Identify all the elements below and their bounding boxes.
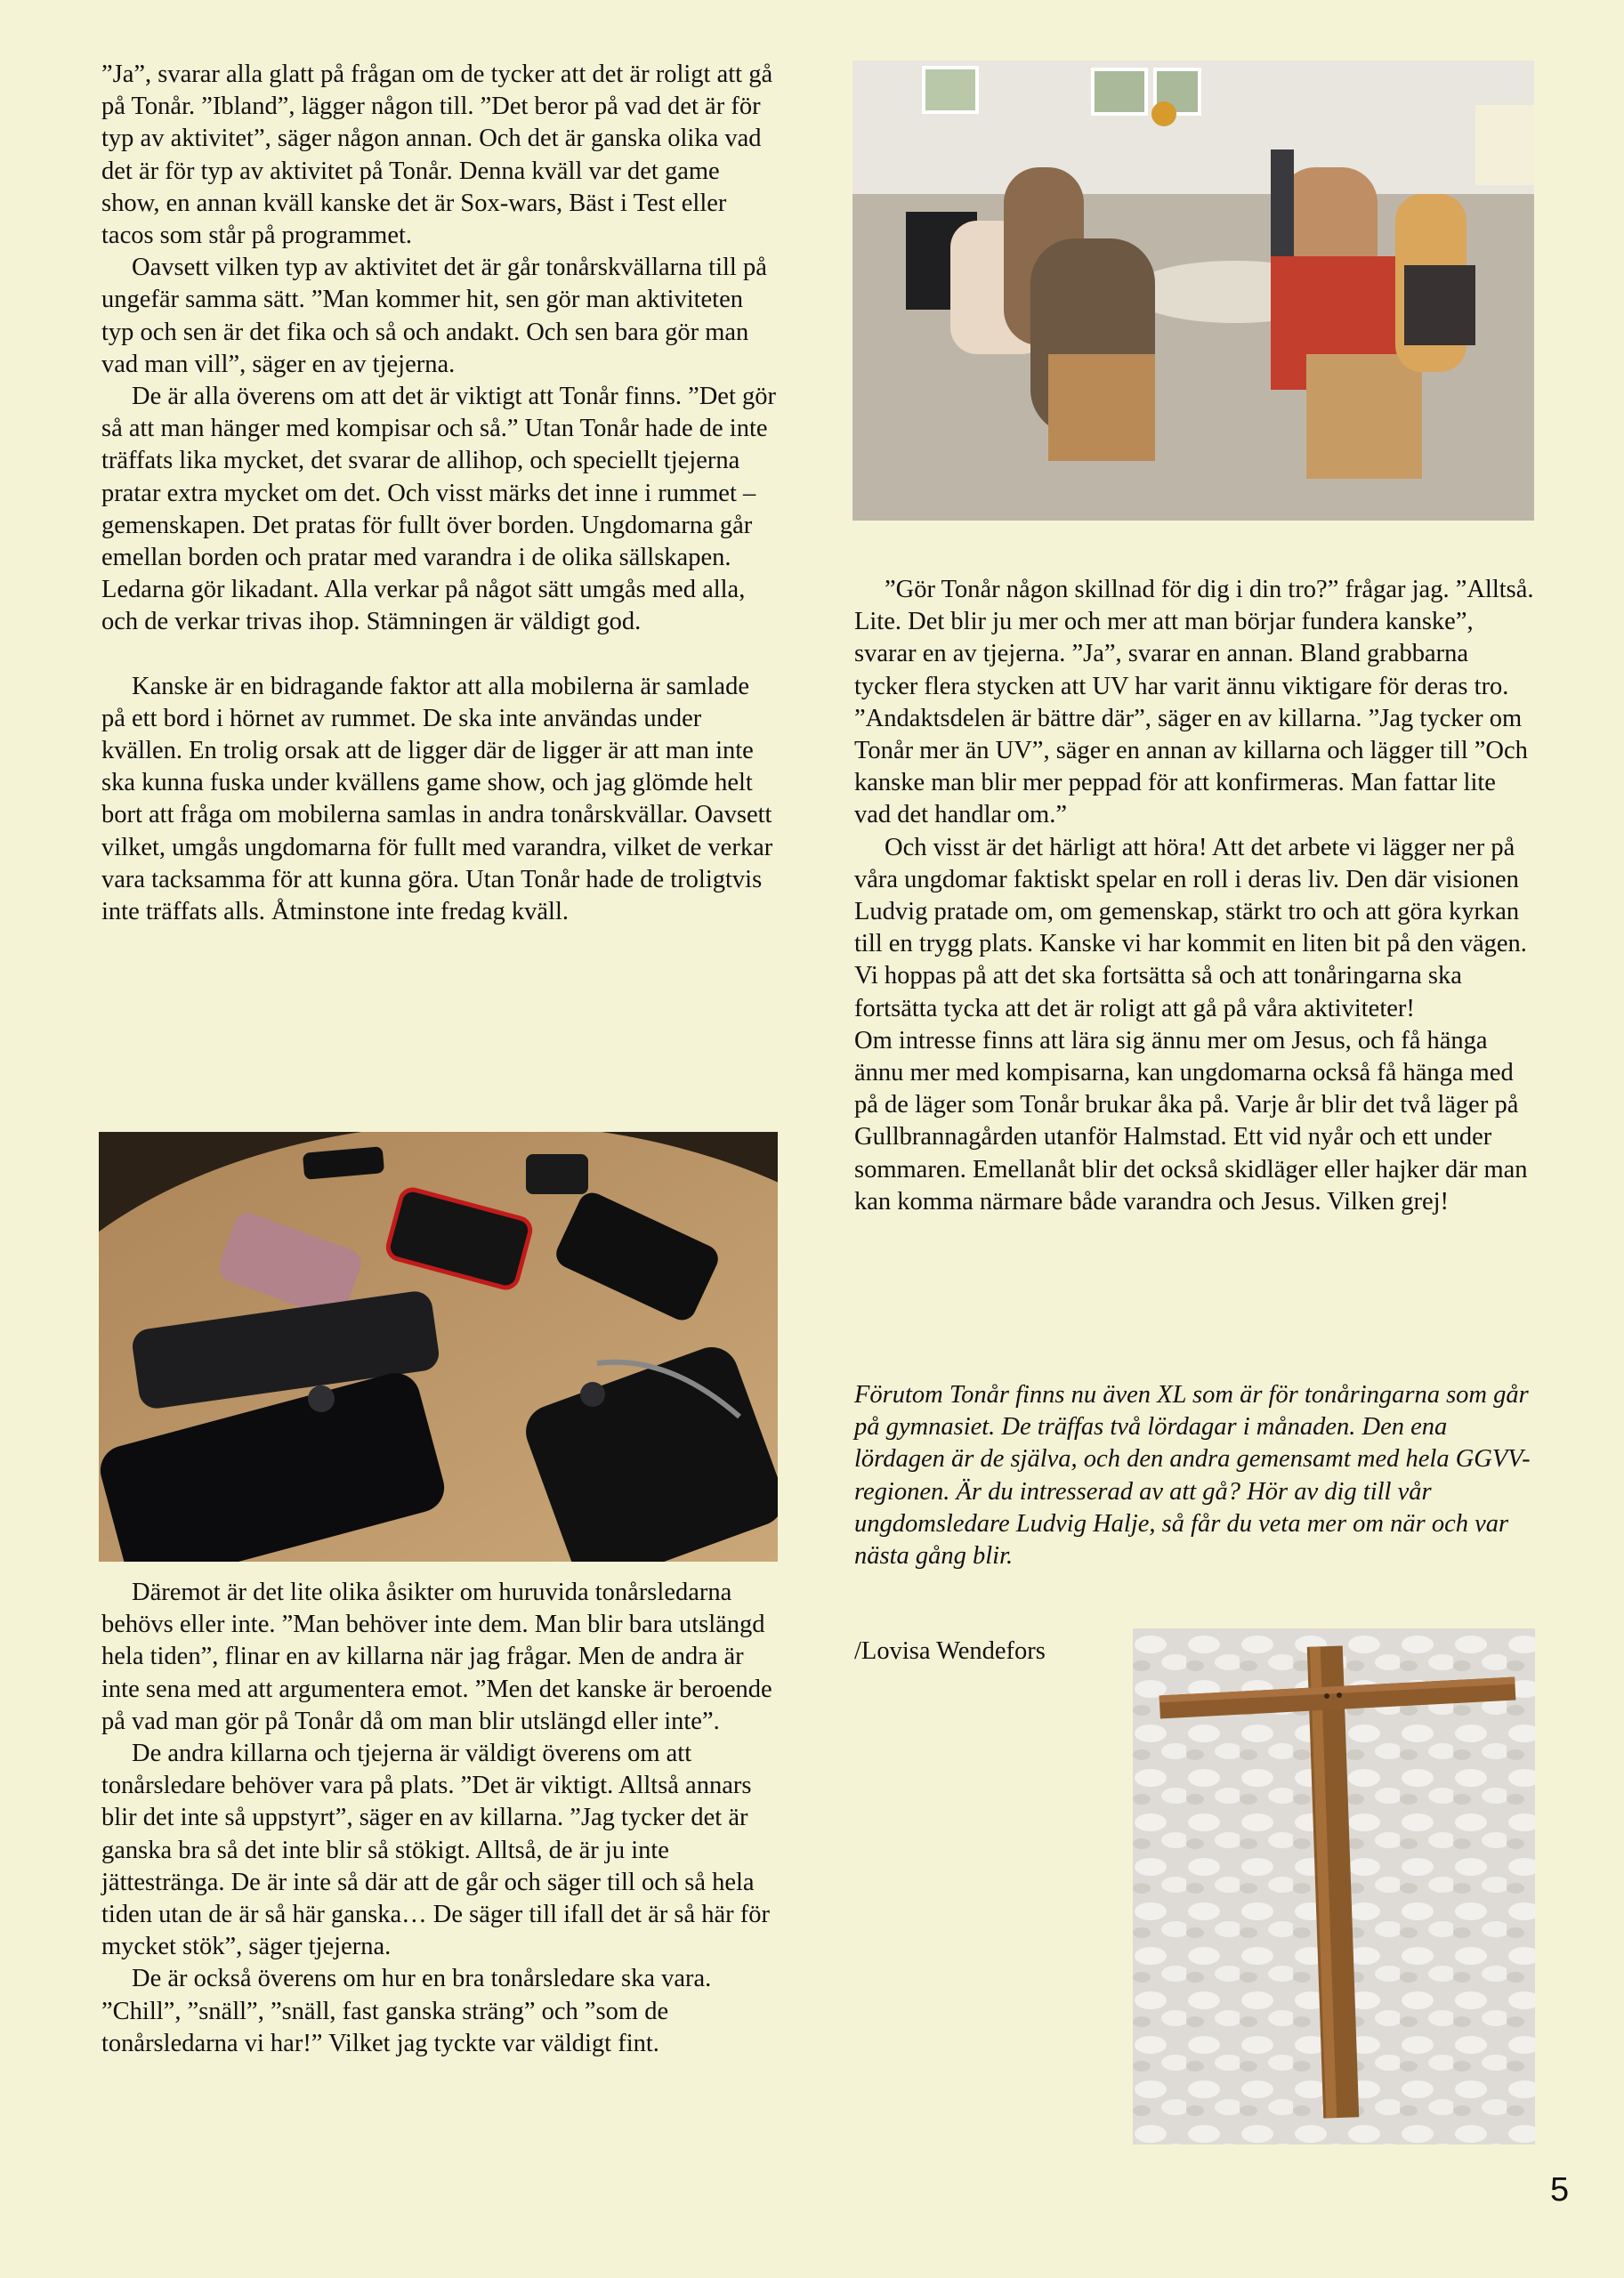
article-column-left-top bbox=[101, 59, 778, 928]
photo-wooden-cross bbox=[1133, 1628, 1535, 2145]
paragraph: Oavsett vilken typ av aktivitet det är går tonårskvällarna till på ungefär samma sätt. ”Man kommer hit, sen gör man aktiviteten typ och sen är det fika och så och andakt. Och sen bara gör man vad man vill”, säger en av tjejerna. bbox=[101, 254, 767, 378]
photo-youth-room bbox=[852, 61, 1534, 521]
article-column-left-bottom bbox=[101, 1577, 778, 2060]
paragraph: ”Gör Tonår någon skillnad för dig i din tro?” frågar jag. ”Alltså. Lite. Det blir ju mer och mer att man börjar fundera kanske”, svarar en av tjejerna. ”Ja”, svarar en annan. Bland grabbarna tycker flera stycken att UV har varit ännu viktigare för deras tro. ”Andaktsdelen är bättre där”, säger en av killarna. ”Jag tycker om Tonår mer än UV”, säger en annan av killarna och lägger till ”Och kanske man blir mer peppad för att konfirmeras. Man fattar lite vad det handlar om.” bbox=[854, 576, 1534, 829]
paragraph: De andra killarna och tjejerna är väldigt överens om att tonårsledare behöver vara på plats. ”Det är viktigt. Alltså annars blir det inte så uppstyrt”, säger en av killarna. ”Jag tycker det är ganska bra så det inte blir så stökigt. Alltså, de är ju inte jättestränga. De är inte så där att de går och säger till och så hela tiden utan de är så här ganska… De säger till ifall det är så här för mycket stök”, säger tjejerna. bbox=[101, 1740, 770, 1961]
paragraph: Kanske är en bidragande faktor att alla mobilerna är samlade på ett bord i hörnet av rummet. De ska inte användas under kvällen. En trolig orsak att de ligger där de ligger är att man inte ska kunna fuska under kvällens game show, och jag glömde helt bort att fråga om mobilerna samlas in andra tonårskvällar. Oavsett vilket, umgås ungdomarna för fullt med varandra, vilket de verkar vara tacksamma för att kunna göra. Utan Tonår hade de troligtvis inte träffats alls. Åtminstone inte fredag kväll. bbox=[101, 672, 773, 926]
paragraph: Däremot är det lite olika åsikter om huruvida tonårsledarna behövs eller inte. ”Man behöver inte dem. Man blir bara utslängd hela tiden”, flinar en av killarna när jag frågar. Men de andra är inte sena med att argumentera emot. ”Men det kanske är beroende på vad man gör på Tonår då om man blir utslängd eller inte”. bbox=[101, 1579, 772, 1735]
paragraph: De är också överens om hur en bra tonårsledare ska vara. ”Chill”, ”snäll”, ”snäll, fast ganska sträng” och ”som de tonårsledarna vi har!” Vilket jag tyckte var väldigt fint. bbox=[101, 1965, 712, 2057]
photo-phones-on-table bbox=[99, 1132, 778, 1562]
article-column-right bbox=[854, 574, 1535, 1218]
author-signature: /Lovisa Wendefors bbox=[854, 1637, 1046, 1665]
page-number: 5 bbox=[1550, 2171, 1570, 2209]
paragraph: ”Ja”, svarar alla glatt på frågan om de tycker att det är roligt att gå på Tonår. ”Ibland”, lägger någon till. ”Det beror på vad det är för typ av aktivitet”, säger någon annan. Och det är ganska olika vad det är för typ av aktivitet på Tonår. Denna kväll var det game show, en annan kväll kanske det är Sox-wars, Bäst i Test eller tacos som står på programmet. bbox=[101, 61, 773, 250]
xl-info-box bbox=[854, 1379, 1535, 1572]
paragraph: Och visst är det härligt att höra! Att det arbete vi lägger ner på våra ungdomar faktiskt spelar en roll i deras liv. Den där visionen Ludvig pratade om, om gemenskap, stärkt tro och att göra kyrkan till en trygg plats. Kanske vi har kommit en liten bit på den vägen. Vi hoppas på att det ska fortsätta så och att tonåringarna ska fortsätta tycka att det är roligt att gå på våra aktiviteter! bbox=[854, 833, 1527, 1022]
paragraph: De är alla överens om att det är viktigt att Tonår finns. ”Det gör så att man hänger med kompisar och så.” Utan Tonår hade de inte träffats lika mycket, det svarar de allihop, och speciellt tjejerna pratar extra mycket om det. Och visst märks det inne i rummet – gemenskapen. Det pratas för fullt över borden. Ungdomarna går emellan borden och pratar med varandra i de olika sällskapen. Ledarna gör likadant. Alla verkar på något sätt umgås med alla, och de verkar trivas ihop. Stämningen är väldigt god. bbox=[101, 383, 776, 636]
paragraph: Förutom Tonår finns nu även XL som är för tonåringarna som går på gymnasiet. De träffas två lördagar i månaden. Den ena lördagen är de själva, och den andra gemensamt med hela GGVV-regionen. Är du intresserad av att gå? Hör av dig till vår ungdomsledare Ludvig Halje, så får du veta mer om när och var nästa gång blir. bbox=[854, 1381, 1531, 1571]
paragraph: Om intresse finns att lära sig ännu mer om Jesus, och få hänga ännu mer med kompisarna, kan ungdomarna också få hänga med på de läger som Tonår brukar åka på. Varje år blir det två läger på Gullbrannagården utanför Halmstad. Ett vid nyår och ett under sommaren. Emellanåt blir det också skidläger eller hajker där man kan komma närmare både varandra och Jesus. Vilken grej! bbox=[854, 1026, 1528, 1216]
